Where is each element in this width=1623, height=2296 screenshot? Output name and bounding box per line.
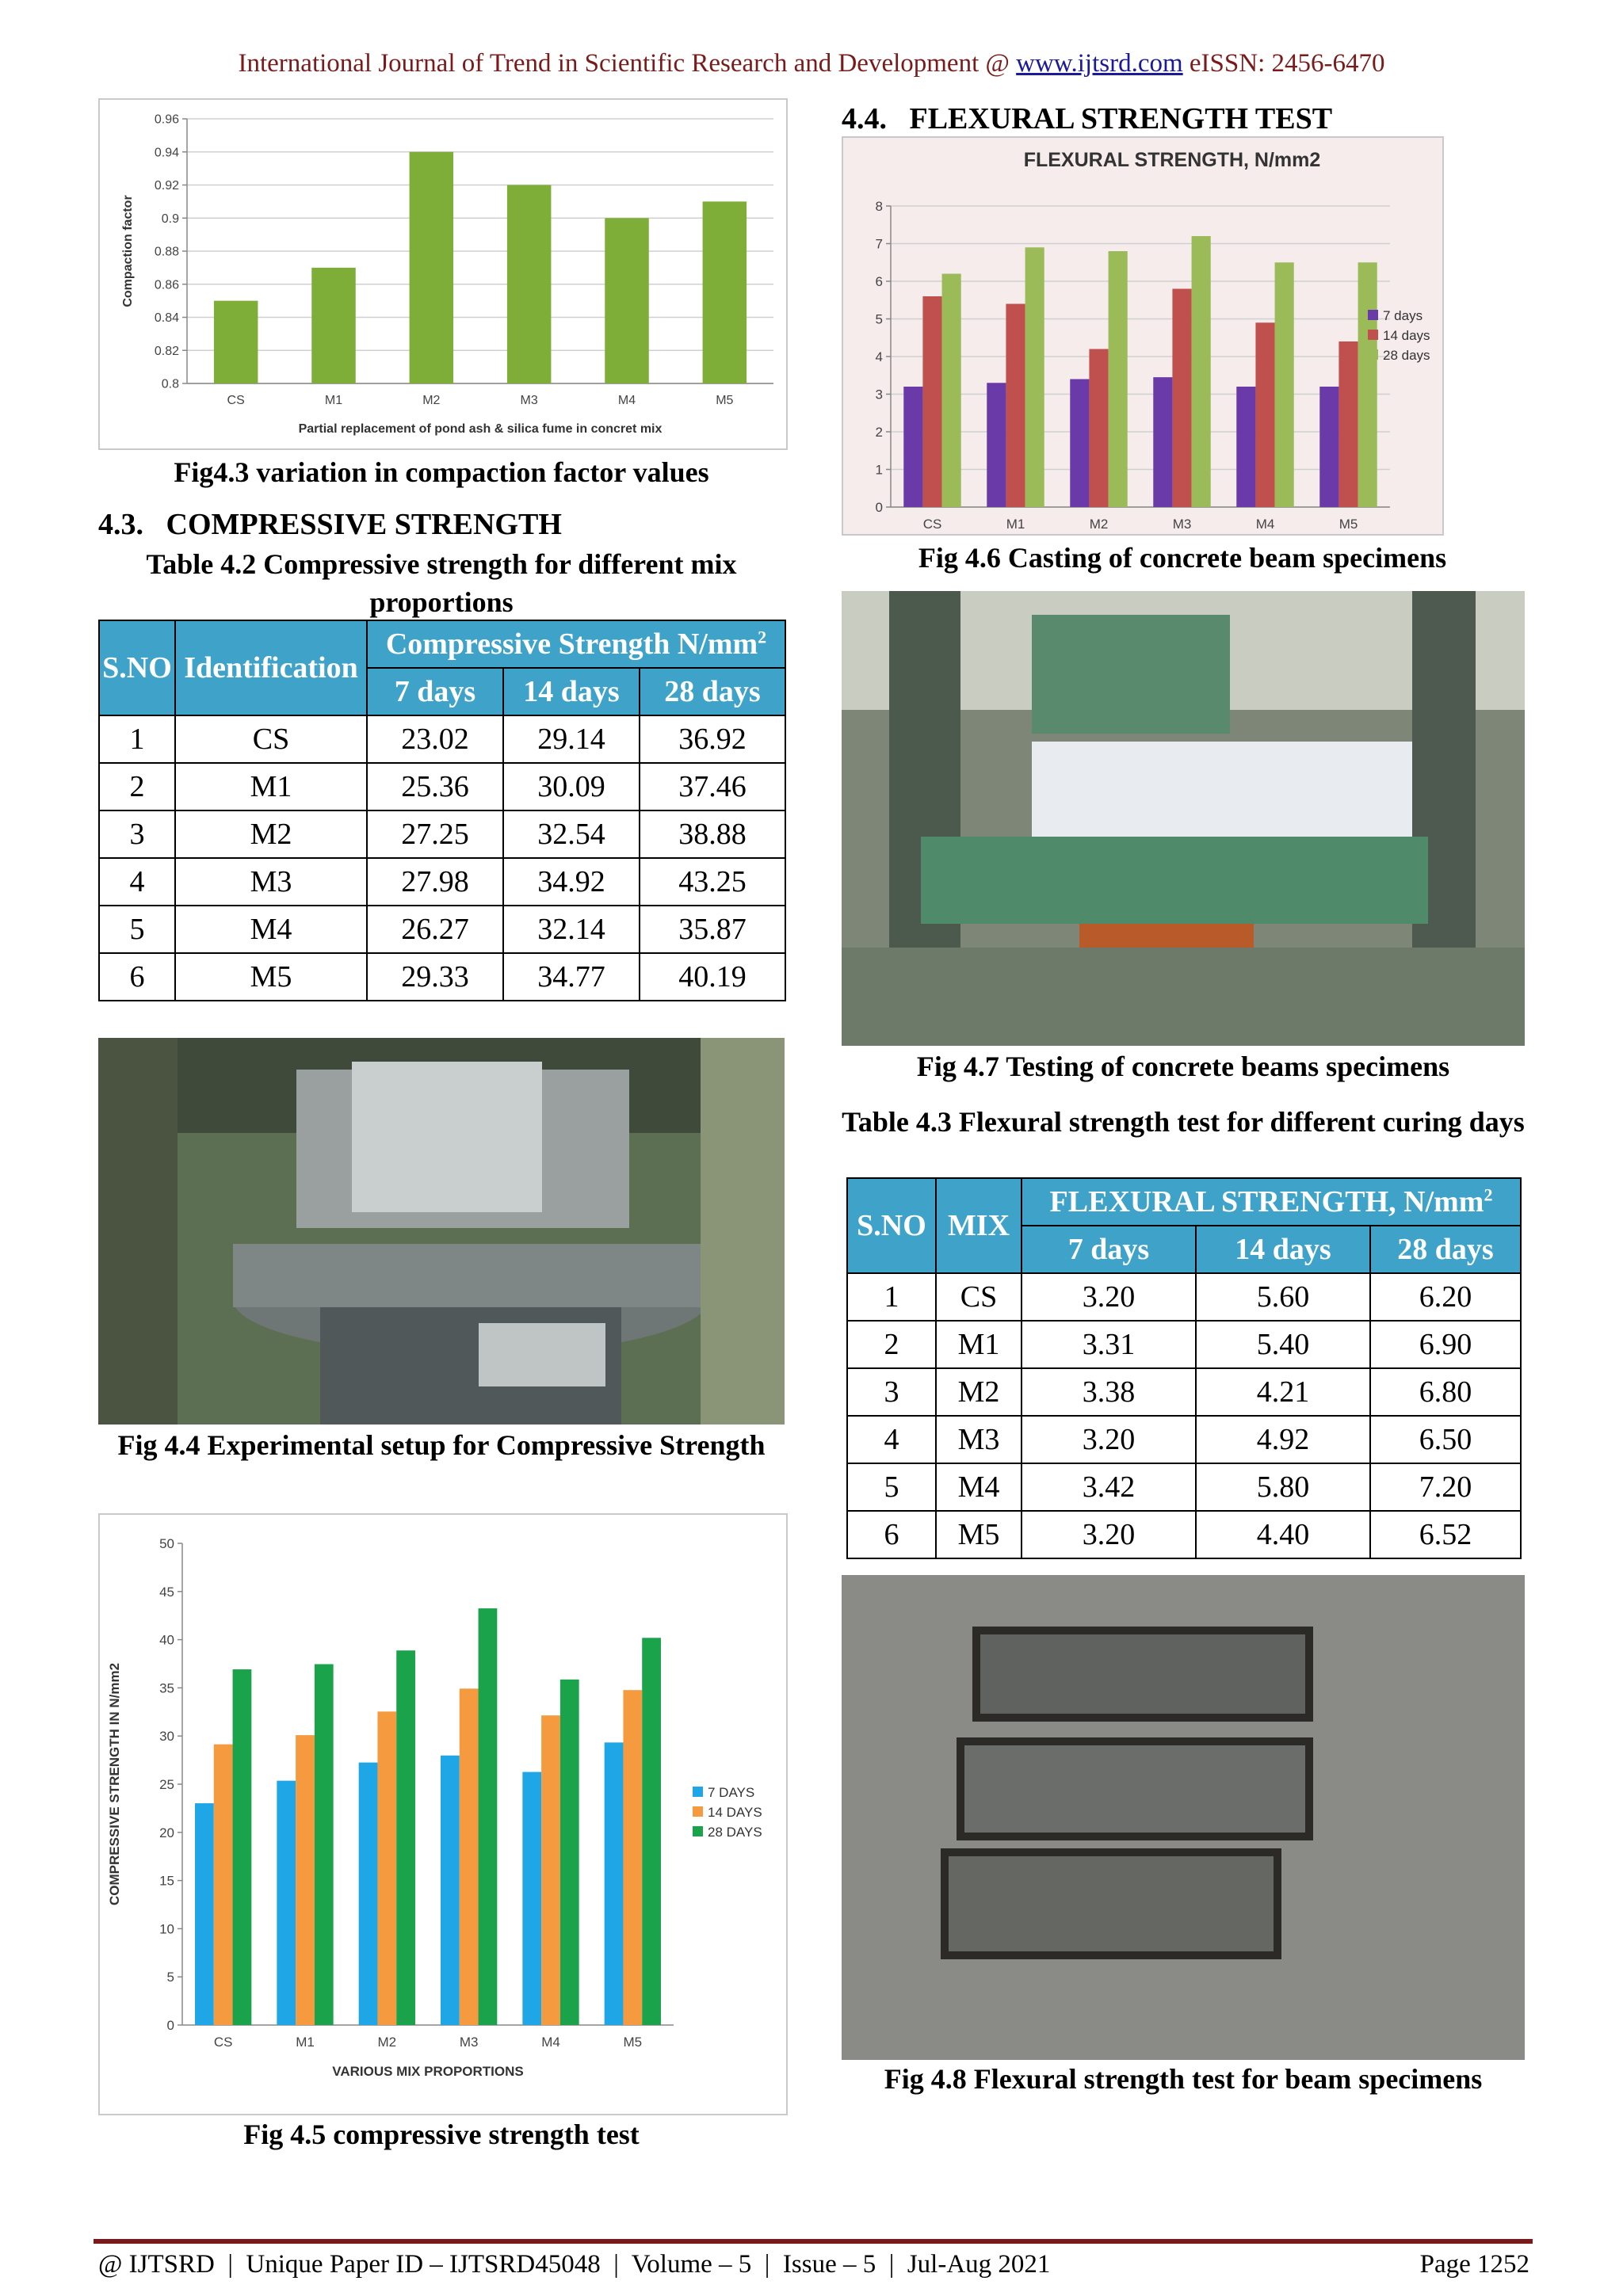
y-tick-label: 20 [159,1825,174,1840]
x-axis-label: VARIOUS MIX PROPORTIONS [332,2064,524,2079]
legend-entry: 28 days [1383,348,1430,363]
y-tick-label: 0.9 [161,212,179,226]
col-sno: S.NO [99,620,175,715]
col-28days: 28 days [640,668,785,715]
compressive-strength-chart [100,1515,786,2114]
bar [560,1680,579,2025]
bar [460,1688,479,2025]
table-row: 6 M5 3.20 4.40 6.52 [847,1511,1521,1558]
y-tick-label: 0.8 [161,377,179,391]
flexural-strength-table [846,1177,1522,1559]
table42-caption: Table 4.2 Compressive strength for different mix proportions [146,548,737,618]
legend-swatch [1368,330,1378,340]
bar [1358,262,1377,507]
table-row: 3 M2 27.25 32.54 38.88 [99,810,785,858]
x-tick-label: M4 [541,2035,560,2050]
fig47-caption: Fig 4.7 Testing of concrete beams specimens [916,1051,1450,1082]
col-identification: Identification [175,620,367,715]
table-row: 1 CS 23.02 29.14 36.92 [99,715,785,763]
bar [396,1650,415,2025]
y-tick-label: 35 [159,1680,174,1696]
y-axis-label: COMPRESSIVE STRENGTH IN N/mm2 [107,1662,122,1906]
x-tick-label: M3 [459,2035,479,2050]
y-tick-label: 0.88 [154,245,179,259]
footer-left: @ IJTSRD | Unique Paper ID – IJTSRD45048 | Volume – 5 | Issue – 5 | Jul-Aug 2021 [98,2250,1051,2279]
bar [441,1756,460,2025]
col-compressive-group: Compressive Strength $N/mm^2$ [367,620,785,668]
bar [1025,247,1044,507]
compaction-factor-chart-frame [98,98,788,450]
bar [214,1745,233,2025]
bar [296,1735,315,2025]
col-28days: 28 days [1370,1226,1521,1273]
x-tick-label: M2 [422,394,441,407]
legend-swatch [1368,349,1378,360]
table-row: 4 M3 3.20 4.92 6.50 [847,1416,1521,1463]
y-tick-label: 0.84 [154,311,179,326]
bar [903,387,922,507]
beam-specimens-image [842,1575,1525,2060]
compression-machine-image [98,1038,785,1425]
x-tick-label: M3 [520,394,538,407]
x-tick-label: CS [227,394,245,407]
bar [377,1711,396,2025]
legend-swatch [693,1826,703,1836]
bar [1172,289,1191,508]
legend-entry: 7 days [1383,308,1423,323]
flexural-strength-chart-frame [842,136,1444,536]
bar [1275,262,1294,507]
x-axis-label: Partial replacement of pond ash & silica fume in concret mix [298,422,663,436]
y-tick-label: 3 [875,387,883,402]
y-tick-label: 5 [166,1970,174,1985]
bar [195,1803,214,2025]
bar [1109,251,1128,507]
x-tick-label: M4 [617,394,636,407]
fig44-caption: Fig 4.4 Experimental setup for Compressive Strength [117,1429,766,1461]
y-tick-label: 25 [159,1776,174,1792]
bar [922,296,941,507]
table-row: 6 M5 29.33 34.77 40.19 [99,953,785,1001]
section-4-4-heading: 4.4. FLEXURAL STRENGTH TEST [842,102,1333,135]
bar [623,1690,642,2025]
y-tick-label: 0 [166,2017,174,2033]
bar [277,1781,296,2025]
y-tick-label: 6 [875,273,883,289]
bar [703,201,747,383]
bar [642,1638,661,2025]
y-tick-label: 8 [875,198,883,214]
table-row: 3 M2 3.38 4.21 6.80 [847,1368,1521,1416]
bar [1255,322,1274,507]
y-tick-label: 7 [875,236,883,252]
bar [507,185,552,384]
beam-specimens-photo [842,1575,1525,2060]
bar [311,268,356,383]
x-tick-label: M2 [377,2035,397,2050]
y-tick-label: 0.92 [154,179,179,193]
bar [1338,341,1358,507]
y-tick-label: 45 [159,1584,174,1600]
flexural-test-photo [842,591,1525,1046]
table-row: 5 M4 3.42 5.80 7.20 [847,1463,1521,1511]
footer-page-number: Page 1252 [1419,2250,1529,2279]
footer-rule [94,2239,1533,2244]
table43-caption: Table 4.3 Flexural strength test for different curing days [842,1106,1525,1138]
col-7days: 7 days [1022,1226,1196,1273]
y-tick-label: 2 [875,424,883,440]
fig46-caption: Fig 4.6 Casting of concrete beam specimens [918,542,1447,574]
legend-entry: 28 DAYS [708,1825,762,1840]
legend-entry: 14 days [1383,328,1430,343]
bar [214,301,258,383]
bar [942,274,961,508]
x-tick-label: M1 [324,394,343,407]
beam-testing-image [842,591,1525,1046]
col-7days: 7 days [367,668,503,715]
col-14days: 14 days [1196,1226,1370,1273]
journal-link[interactable]: www.ijtsrd.com [1016,49,1183,78]
bar [605,1742,624,2025]
y-tick-label: 30 [159,1729,174,1745]
x-tick-label: CS [213,2035,233,2050]
x-tick-label: M1 [296,2035,315,2050]
col-sno: S.NO [847,1178,936,1273]
fig45-caption: Fig 4.5 compressive strength test [243,2119,640,2150]
fig43-caption: Fig4.3 variation in compaction factor values [174,456,709,488]
flexural-strength-chart [843,138,1442,534]
y-tick-label: 10 [159,1921,174,1937]
table-row: 2 M1 3.31 5.40 6.90 [847,1321,1521,1368]
x-tick-label: CS [922,517,942,532]
y-tick-label: 0 [875,499,883,515]
compressive-strength-table [98,620,786,1001]
bar [410,152,454,383]
x-tick-label: M2 [1089,517,1109,532]
bar [479,1608,498,2025]
col-mix: MIX [936,1178,1022,1273]
y-tick-label: 40 [159,1632,174,1648]
y-tick-label: 1 [875,462,883,478]
table-row: 4 M3 27.98 34.92 43.25 [99,858,785,906]
table-row: 2 M1 25.36 30.09 37.46 [99,763,785,810]
bar [359,1763,378,2025]
y-tick-label: 4 [875,349,883,364]
bar [1006,304,1025,508]
bar [1153,377,1172,507]
bar [522,1772,541,2025]
bar [1070,379,1089,508]
x-tick-label: M5 [1338,517,1358,532]
legend-swatch [693,1787,703,1797]
bar [987,383,1006,507]
bar [1236,387,1255,507]
legend-entry: 7 DAYS [708,1785,755,1800]
fig48-caption: Fig 4.8 Flexural strength test for beam specimens [884,2063,1483,2095]
x-tick-label: M5 [623,2035,643,2050]
y-axis-label: Compaction factor [121,195,135,307]
bar [315,1664,334,2025]
chart-title: FLEXURAL STRENGTH, N/mm2 [1023,149,1321,171]
bar [1319,387,1338,507]
y-tick-label: 0.94 [154,146,179,160]
y-tick-label: 5 [875,311,883,327]
table-row: 5 M4 26.27 32.14 35.87 [99,906,785,953]
compression-test-photo [98,1038,785,1425]
col-14days: 14 days [503,668,640,715]
bar [233,1669,252,2025]
bar [1192,236,1211,507]
col-flexural-group: FLEXURAL STRENGTH, $N/mm^2$ [1022,1178,1521,1226]
table-row: 1 CS 3.20 5.60 6.20 [847,1273,1521,1321]
bar [605,218,649,383]
y-tick-label: 0.96 [154,113,179,127]
x-tick-label: M4 [1255,517,1275,532]
x-tick-label: M5 [716,394,734,407]
compaction-factor-chart [100,100,786,448]
x-tick-label: M1 [1006,517,1025,532]
x-tick-label: M3 [1172,517,1192,532]
y-tick-label: 0.86 [154,278,179,292]
y-tick-label: 15 [159,1873,174,1889]
running-header: International Journal of Trend in Scientific Research and Development @ www.ijtsrd.com eISSN: 2456-6470 [238,49,1385,78]
legend-swatch [1368,310,1378,320]
bar [541,1715,560,2025]
legend-entry: 14 DAYS [708,1805,762,1820]
bar [1089,349,1108,508]
compressive-strength-chart-frame [98,1513,788,2115]
section-4-3-heading: 4.3. COMPRESSIVE STRENGTH [98,508,562,541]
legend-swatch [693,1806,703,1817]
y-tick-label: 50 [159,1535,174,1551]
y-tick-label: 0.82 [154,344,179,358]
